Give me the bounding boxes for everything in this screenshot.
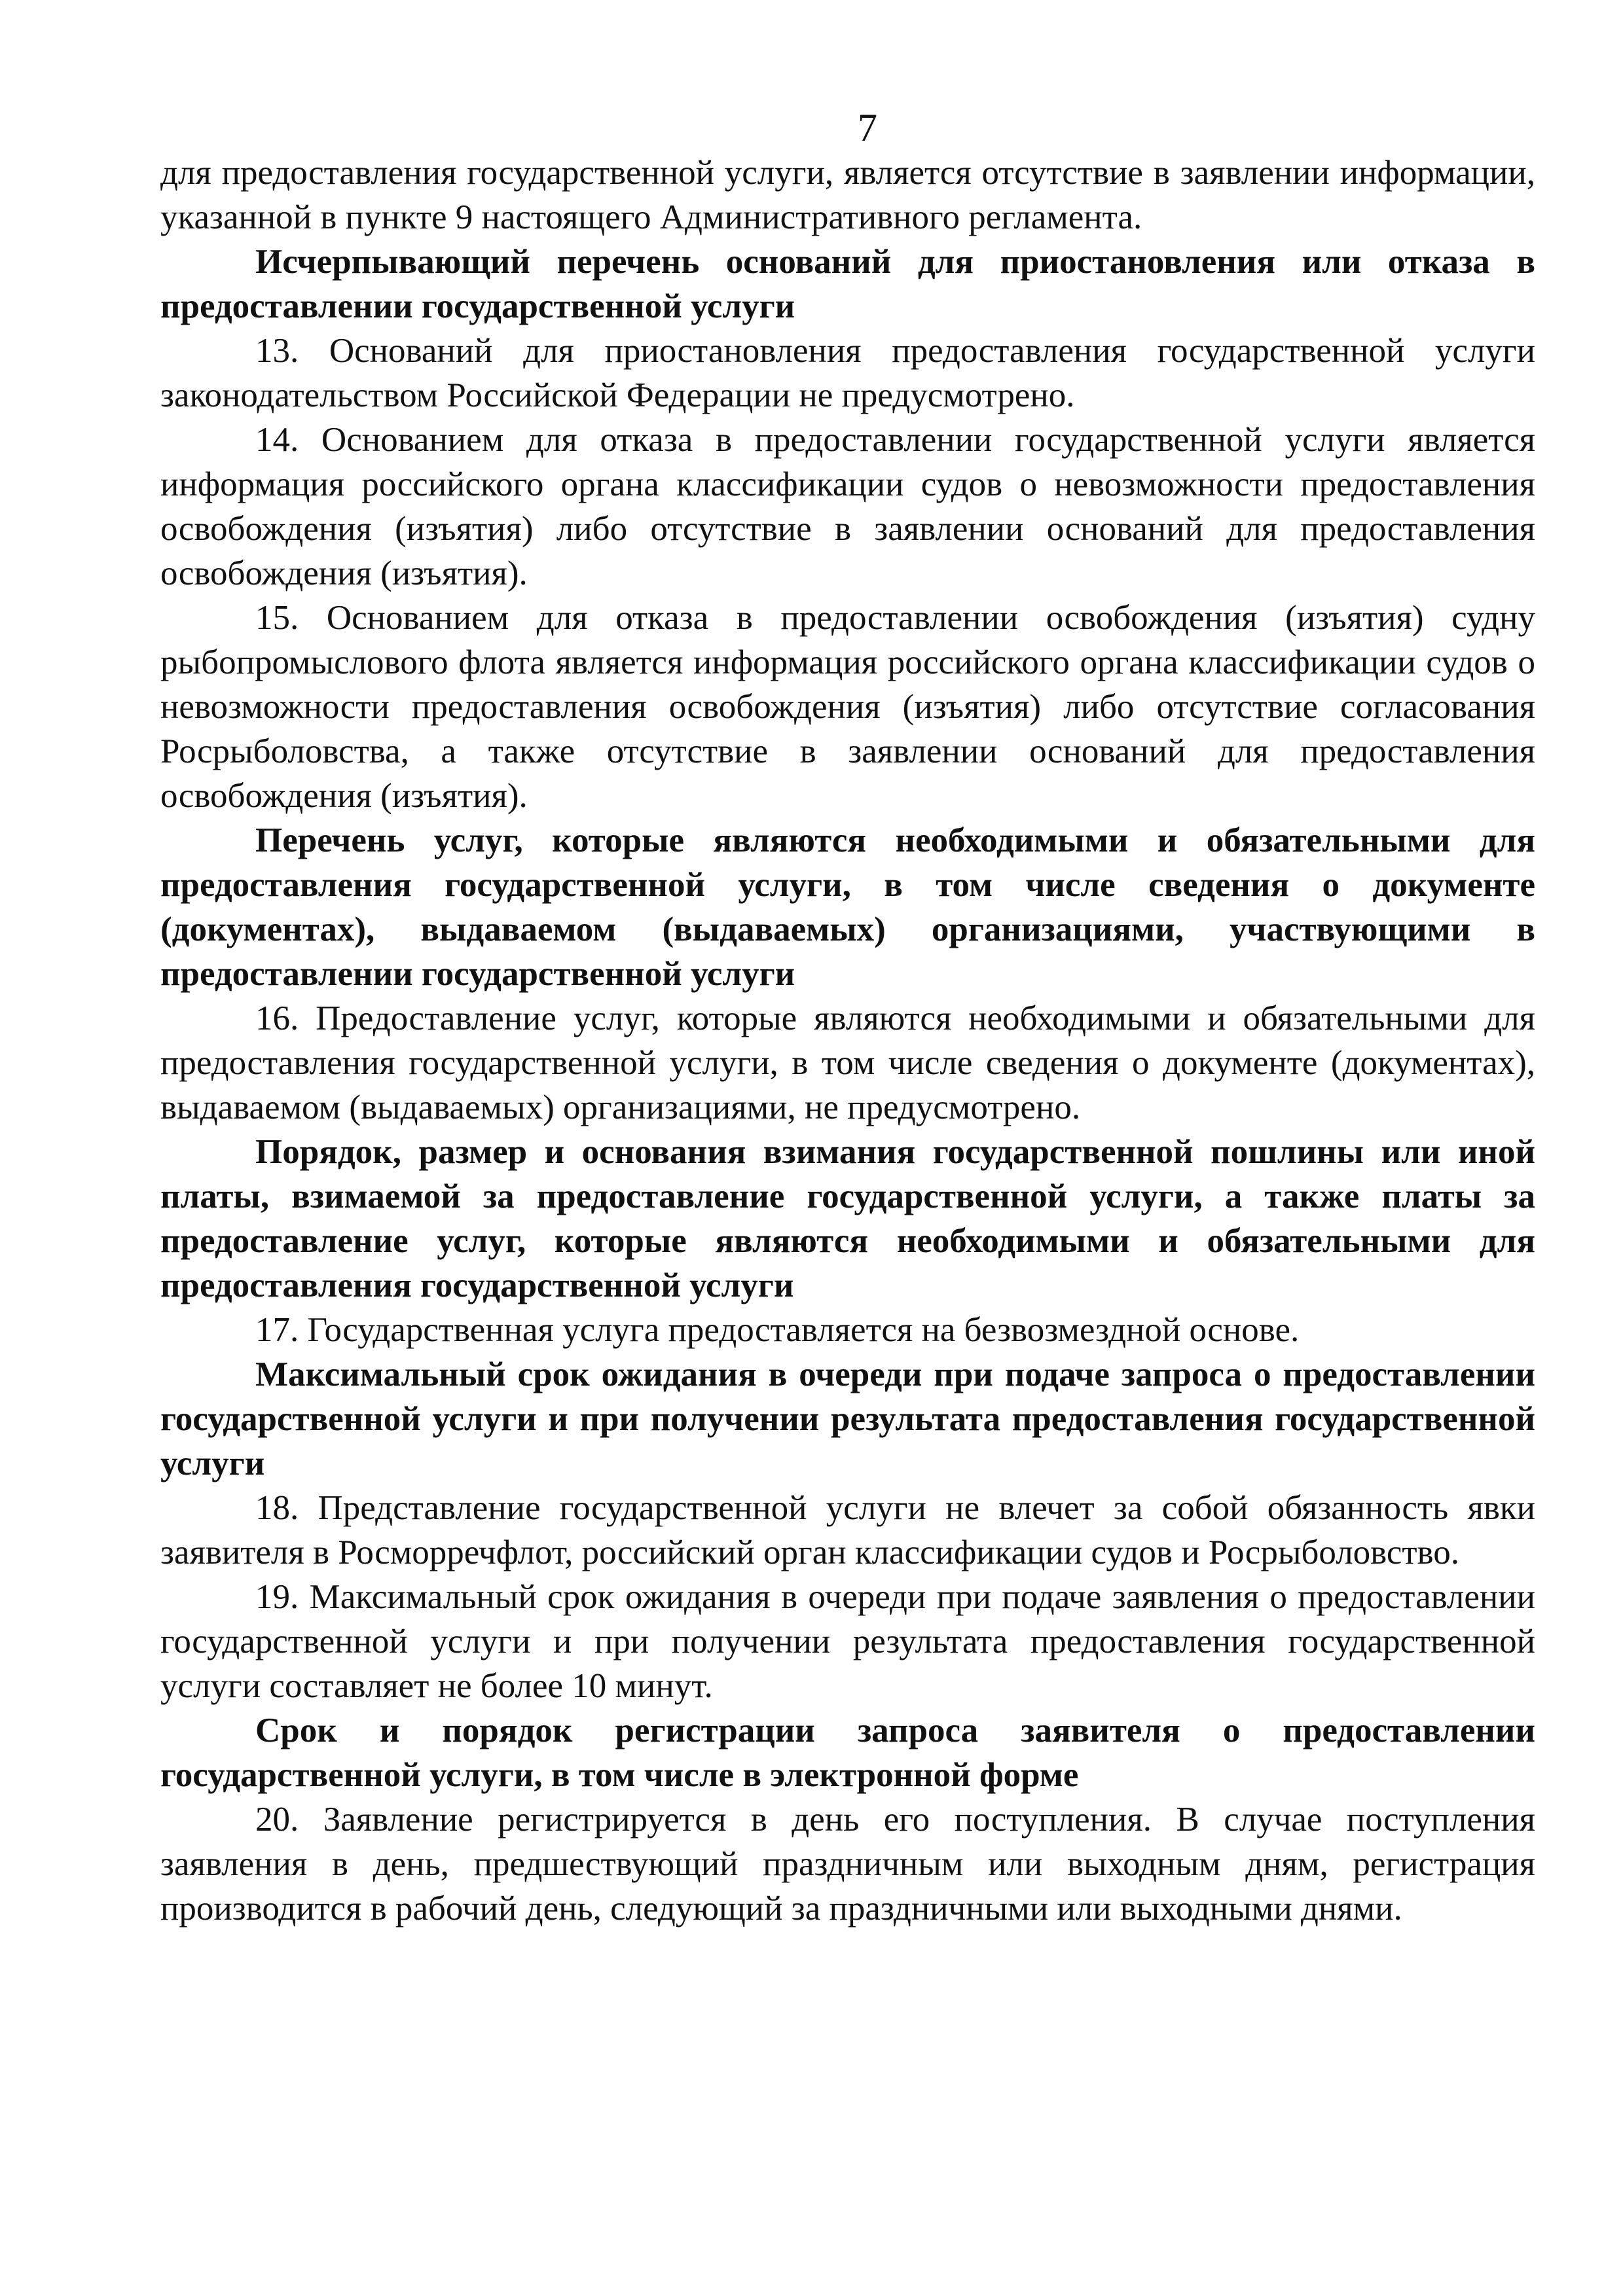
paragraph-18: 18. Представление государственной услуги не влечет за собой обязанность явки заявителя в Росморречфлот, российский орган классификации судов и Росрыболовство. bbox=[160, 1489, 1535, 1571]
document-page bbox=[160, 105, 1535, 1931]
paragraph-13: 13. Оснований для приостановления предоставления государственной услуги законодательством Российской Федерации не предусмотрено. bbox=[160, 332, 1535, 414]
paragraph-16: 16. Предоставление услуг, которые являются необходимыми и обязательными для предоставления государственной услуги, в том числе сведения о документе (документах), выдаваемом (выдаваемых) организациями, не предусмотрено. bbox=[160, 999, 1535, 1126]
section-heading-refusal-grounds: Исчерпывающий перечень оснований для приостановления или отказа в предоставлении государственной услуги bbox=[160, 243, 1535, 325]
paragraph-15: 15. Основанием для отказа в предоставлении освобождения (изъятия) судну рыбопромыслового флота является информация российского органа классификации судов о невозможности предоставления освобождения (изъятия) либо отсутствие согласования Росрыболовства, а также отсутствие в заявлении оснований для предоставления освобождения (изъятия). bbox=[160, 599, 1535, 815]
paragraph-20: 20. Заявление регистрируется в день его поступления. В случае поступления заявления в день, предшествующий праздничным или выходным дням, регистрация производится в рабочий день, следующий за праздничными или выходными днями. bbox=[160, 1801, 1535, 1928]
section-heading-registration: Срок и порядок регистрации запроса заявителя о предоставлении государственной услуги, в том числе в электронной форме bbox=[160, 1712, 1535, 1794]
section-heading-fees: Порядок, размер и основания взимания государственной пошлины или иной платы, взимаемой за предоставление государственной услуги, а также платы за предоставление услуг, которые являются необходимыми и обязательными для предоставления государственной услуги bbox=[160, 1133, 1535, 1304]
page-number: 7 bbox=[858, 106, 877, 149]
paragraph-19: 19. Максимальный срок ожидания в очереди при подаче заявления о предоставлении государственной услуги и при получении результата предоставления государственной услуги составляет не более 10 минут. bbox=[160, 1578, 1535, 1705]
paragraph-17: 17. Государственная услуга предоставляется на безвозмездной основе. bbox=[255, 1311, 1300, 1349]
section-heading-waiting-time: Максимальный срок ожидания в очереди при подаче запроса о предоставлении государственной услуги и при получении результата предоставления государственной услуги bbox=[160, 1355, 1535, 1482]
section-heading-required-services: Перечень услуг, которые являются необходимыми и обязательными для предоставления государственной услуги, в том числе сведения о документе (документах), выдаваемом (выдаваемых) организациями, участвующими в предоставлении государственной услуги bbox=[160, 821, 1535, 993]
paragraph-14: 14. Основанием для отказа в предоставлении государственной услуги является информация российского органа классификации судов о невозможности предоставления освобождения (изъятия) либо отсутствие в заявлении оснований для предоставления освобождения (изъятия). bbox=[160, 421, 1535, 592]
paragraph-continuation: для предоставления государственной услуги, является отсутствие в заявлении информации, указанной в пункте 9 настоящего Административного регламента. bbox=[160, 154, 1535, 236]
